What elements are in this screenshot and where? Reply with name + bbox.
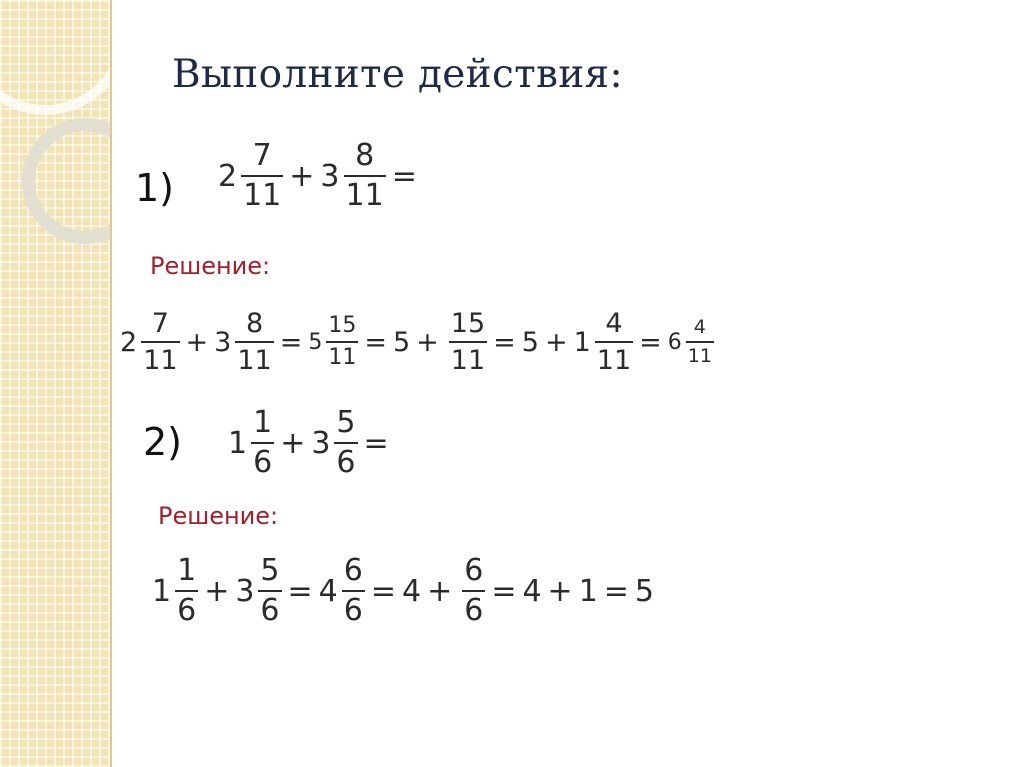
operator: +: [427, 573, 453, 609]
fraction: [462, 553, 485, 628]
fraction-bar: [344, 175, 386, 177]
whole-part: 6: [667, 329, 682, 355]
equals-sign: =: [287, 573, 313, 609]
fraction: [686, 318, 714, 366]
result-number: 5: [634, 573, 655, 609]
whole-number: 5: [392, 326, 411, 358]
whole-part: 1: [228, 425, 248, 461]
numerator: 1: [177, 553, 197, 588]
numerator: 1: [253, 405, 273, 440]
mixed-number: [228, 405, 274, 480]
whole-part: 3: [320, 158, 340, 194]
numerator: 8: [245, 308, 264, 339]
fraction-bar: [334, 442, 357, 444]
mixed-number: [318, 553, 365, 628]
numerator: 4: [605, 308, 623, 339]
mixed-number: [574, 310, 634, 374]
whole-part: 1: [573, 326, 591, 358]
fraction: [326, 315, 358, 369]
task-2-solution-label: Решение:: [158, 502, 279, 530]
operator: +: [289, 158, 315, 194]
operator: +: [185, 326, 209, 358]
whole-number: 4: [401, 573, 422, 609]
mixed-number: [120, 310, 180, 374]
task-1-solution-label: Решение:: [150, 252, 271, 280]
whole-part: 3: [214, 326, 232, 358]
denominator: 6: [464, 593, 484, 628]
equals-sign: =: [279, 326, 303, 358]
fraction: [235, 310, 273, 374]
operator: +: [416, 326, 439, 358]
slide-title: Выполните действия:: [172, 52, 623, 97]
whole-part: 2: [120, 326, 138, 358]
denominator: 6: [336, 445, 356, 480]
denominator: 6: [177, 593, 197, 628]
fraction: [342, 553, 365, 628]
whole-part: 5: [308, 329, 323, 355]
denominator: 11: [345, 178, 384, 213]
whole-number: 4: [522, 573, 542, 609]
fraction-bar: [449, 341, 487, 343]
whole-part: 2: [218, 158, 238, 194]
denominator: 11: [243, 178, 282, 213]
whole-part: 3: [311, 425, 331, 461]
numerator: 8: [355, 138, 375, 173]
fraction: [334, 405, 357, 480]
denominator: 6: [260, 593, 280, 628]
equals-sign: =: [391, 158, 417, 194]
task-1-number: 1): [135, 166, 175, 210]
fraction: [241, 138, 283, 213]
whole-part: 1: [152, 573, 172, 609]
fraction-bar: [241, 175, 283, 177]
task-2-problem: [228, 405, 395, 480]
numerator: 4: [693, 316, 706, 338]
numerator: 5: [336, 405, 356, 440]
mixed-number: [214, 310, 274, 374]
fraction-bar: [462, 590, 485, 592]
denominator: 11: [596, 345, 632, 376]
operator: +: [547, 573, 573, 609]
decorative-sidebar: [0, 0, 112, 767]
fraction-bar: [326, 341, 358, 343]
equals-sign: =: [363, 425, 389, 461]
fraction: [344, 138, 386, 213]
task-2-solution: [152, 553, 655, 628]
mixed-number: [320, 138, 385, 213]
numerator: 6: [343, 553, 363, 588]
denominator: 11: [450, 345, 486, 376]
denominator: 6: [343, 593, 363, 628]
mixed-number: [311, 405, 357, 480]
fraction: [175, 553, 198, 628]
equals-sign: =: [639, 326, 662, 358]
task-1-problem: [218, 138, 423, 213]
mixed-number: [218, 138, 283, 213]
decorative-ring-middle: [22, 118, 112, 244]
operator: +: [280, 425, 306, 461]
numerator: 15: [328, 313, 357, 338]
fraction-bar: [342, 590, 365, 592]
fraction-bar: [686, 341, 714, 343]
task-2-number: 2): [143, 420, 183, 464]
whole-number: 5: [521, 326, 539, 358]
task-1-solution: [120, 310, 714, 374]
decorative-ring-top: [0, 0, 112, 115]
mixed-number: [235, 553, 281, 628]
fraction-bar: [251, 442, 274, 444]
denominator: 11: [687, 345, 712, 367]
equals-sign: =: [364, 326, 387, 358]
numerator: 5: [260, 553, 280, 588]
numerator: 7: [151, 308, 169, 339]
denominator: 11: [328, 345, 357, 370]
numerator: 15: [450, 308, 486, 339]
fraction: [449, 310, 487, 374]
equals-sign: =: [603, 573, 629, 609]
fraction-bar: [175, 590, 198, 592]
operator: +: [204, 573, 230, 609]
denominator: 11: [143, 345, 178, 376]
whole-number: 1: [578, 573, 598, 609]
fraction-bar: [595, 341, 633, 343]
whole-part: 4: [318, 573, 338, 609]
equals-sign: =: [370, 573, 396, 609]
whole-part: 3: [235, 573, 255, 609]
fraction-bar: [235, 341, 273, 343]
fraction: [258, 553, 281, 628]
equals-sign: =: [491, 573, 517, 609]
fraction-bar: [258, 590, 281, 592]
denominator: 11: [237, 345, 272, 376]
mixed-number: [668, 318, 714, 366]
fraction-bar: [141, 341, 179, 343]
numerator: 7: [252, 138, 272, 173]
denominator: 6: [253, 445, 273, 480]
fraction: [595, 310, 633, 374]
mixed-number: [308, 315, 358, 369]
numerator: 6: [464, 553, 484, 588]
operator: +: [544, 326, 568, 358]
mixed-number: [152, 553, 198, 628]
equals-sign: =: [493, 326, 516, 358]
fraction: [141, 310, 179, 374]
fraction: [251, 405, 274, 480]
